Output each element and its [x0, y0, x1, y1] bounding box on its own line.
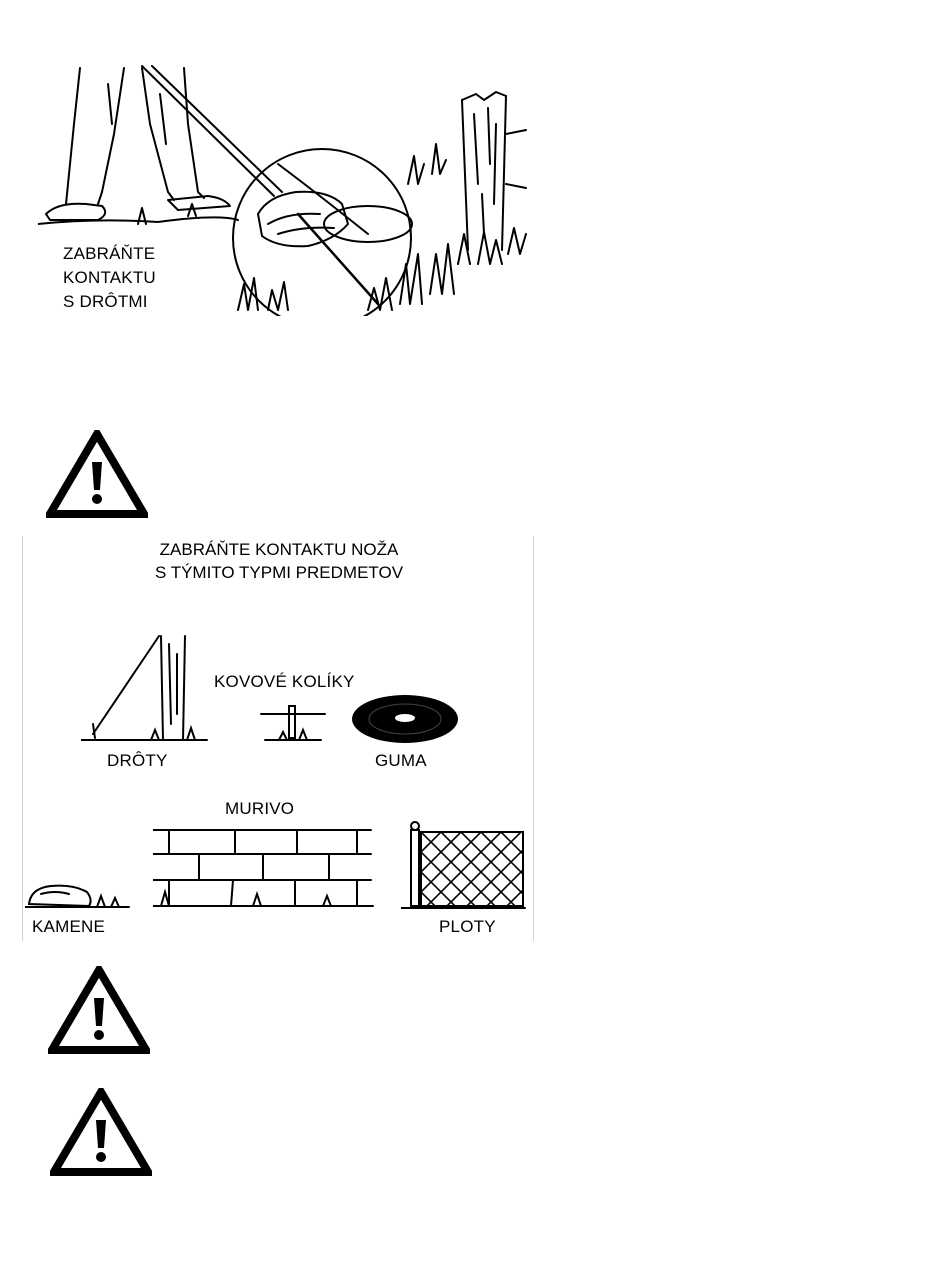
warning-triangle-icon [46, 430, 148, 518]
panel-title-line-2: S TÝMITO TYPMI PREDMETOV [154, 563, 404, 582]
caption-line-1: ZABRÁŇTE [63, 244, 156, 263]
panel-title-line-1: ZABRÁŇTE KONTAKTU NOŽA [159, 540, 399, 559]
panel-title [23, 538, 535, 584]
label-masonry: MURIVO [225, 799, 295, 818]
masonry-wall-drawing [153, 826, 375, 908]
label-wires: DRÔTY [107, 751, 168, 770]
caption-line-3: S DRÔTMI [63, 292, 148, 311]
metal-peg-drawing [259, 704, 329, 744]
label-fences: PLOTY [439, 917, 496, 936]
label-metal-pegs: KOVOVÉ KOLÍKY [214, 672, 355, 691]
blade-hazard-objects-panel [22, 536, 534, 941]
label-stones: KAMENE [32, 917, 105, 936]
stone-drawing [25, 880, 133, 910]
wire-contact-caption [63, 242, 156, 314]
warning-triangle-icon [48, 966, 150, 1054]
wires-drawing [81, 634, 211, 744]
label-rubber: GUMA [375, 751, 427, 770]
caption-line-2: KONTAKTU [63, 268, 156, 287]
rubber-tire-drawing [351, 694, 459, 744]
chain-link-fence-drawing [401, 820, 527, 910]
warning-triangle-icon [50, 1088, 152, 1176]
